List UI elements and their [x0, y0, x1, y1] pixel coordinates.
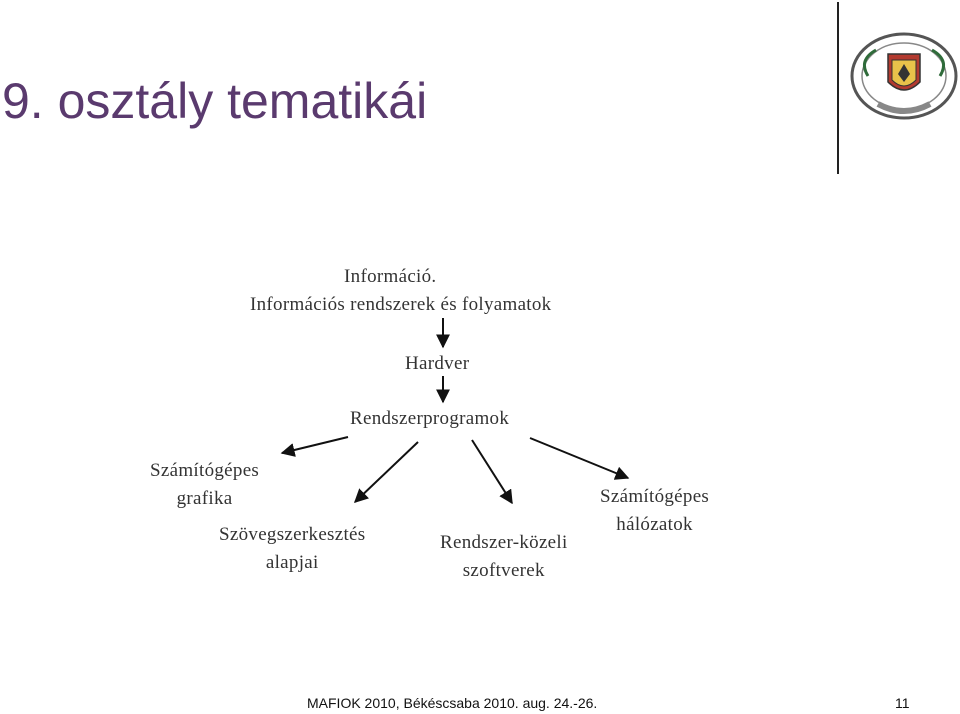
node-informacio-line2: Információs rendszerek és folyamatok: [250, 294, 552, 315]
arrow-rendszerprogramok-halozatok: [530, 438, 628, 478]
node-informacio-line1: Információ.: [344, 266, 437, 287]
node-grafika-line2: grafika: [176, 488, 233, 509]
node-grafika-line1: Számítógépes: [150, 460, 260, 481]
node-rendszerkozeli-line1: Rendszer-közeli: [440, 532, 568, 553]
node-rendszerkozeli-line2: szoftverek: [462, 560, 545, 581]
arrow-rendszerprogramok-szovegszerkesztes: [355, 442, 418, 502]
node-rendszerprogramok-label: Rendszerprogramok: [350, 408, 510, 429]
slide-footer: MAFIOK 2010, Békéscsaba 2010. aug. 24.-26.: [307, 695, 598, 711]
slide-title: 9. osztály tematikái: [2, 73, 428, 129]
node-halozatok-line2: hálózatok: [616, 514, 693, 535]
node-hardver-label: Hardver: [405, 353, 470, 374]
node-szovegszerkesztes-line1: Szövegszerkesztés: [219, 524, 366, 545]
page-number: 11: [895, 695, 910, 711]
arrow-rendszerprogramok-grafika: [282, 437, 348, 453]
node-szovegszerkesztes-line2: alapjai: [265, 552, 319, 573]
arrow-rendszerprogramok-rendszerkozeli: [472, 440, 512, 503]
node-halozatok-line1: Számítógépes: [600, 486, 710, 507]
